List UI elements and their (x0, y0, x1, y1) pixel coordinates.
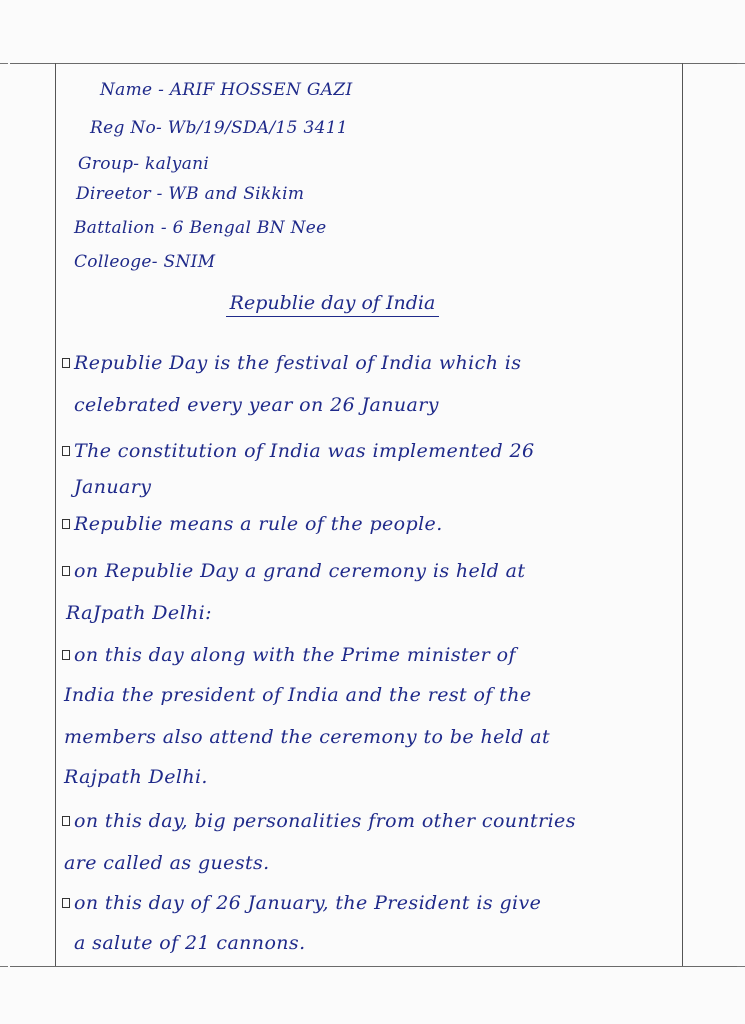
essay-title-text: Republie day of India (226, 292, 440, 317)
essay-line: Rajpath Delhi. (64, 766, 208, 788)
edge-tick (737, 63, 745, 64)
essay-line: a salute of 21 cannons. (74, 932, 306, 954)
group: Group- kalyani (78, 154, 210, 174)
edge-tick (0, 966, 8, 967)
registration-number: Reg No- Wb/19/SDA/15 3411 (90, 118, 348, 138)
directorate: Direetor - WB and Sikkim (76, 184, 305, 204)
essay-line: The constitution of India was implemented 26 (62, 440, 534, 462)
top-rule-line (10, 63, 740, 64)
essay-line: members also attend the ceremony to be held at (64, 726, 550, 748)
essay-line: January (74, 476, 152, 498)
checkbox-bullet-icon (62, 816, 70, 826)
essay-line: on Republie Day a grand ceremony is held at (62, 560, 525, 582)
checkbox-bullet-icon (62, 898, 70, 908)
checkbox-bullet-icon (62, 358, 70, 368)
essay-line: Republie means a rule of the people. (62, 513, 443, 535)
left-margin-line (55, 63, 56, 966)
student-name: Name - ARIF HOSSEN GAZI (100, 80, 353, 100)
essay-line: celebrated every year on 26 January (74, 394, 439, 416)
essay-line: on this day along with the Prime minister of (62, 644, 516, 666)
essay-line: Republie Day is the festival of India which is (62, 352, 521, 374)
checkbox-bullet-icon (62, 650, 70, 660)
essay-line: on this day, big personalities from other countries (62, 810, 576, 832)
checkbox-bullet-icon (62, 566, 70, 576)
bottom-rule-line (10, 966, 740, 967)
checkbox-bullet-icon (62, 446, 70, 456)
essay-title (0, 292, 665, 314)
essay-line: on this day of 26 January, the President is give (62, 892, 541, 914)
battalion: Battalion - 6 Bengal BN Nee (74, 218, 327, 238)
edge-tick (0, 63, 8, 64)
essay-line: are called as guests. (64, 852, 270, 874)
checkbox-bullet-icon (62, 519, 70, 529)
right-margin-line (682, 63, 683, 966)
edge-tick (737, 966, 745, 967)
essay-line: India the president of India and the rest of the (64, 684, 532, 706)
college: Colleoge- SNIM (74, 252, 216, 272)
essay-line: RaJpath Delhi: (66, 602, 212, 624)
